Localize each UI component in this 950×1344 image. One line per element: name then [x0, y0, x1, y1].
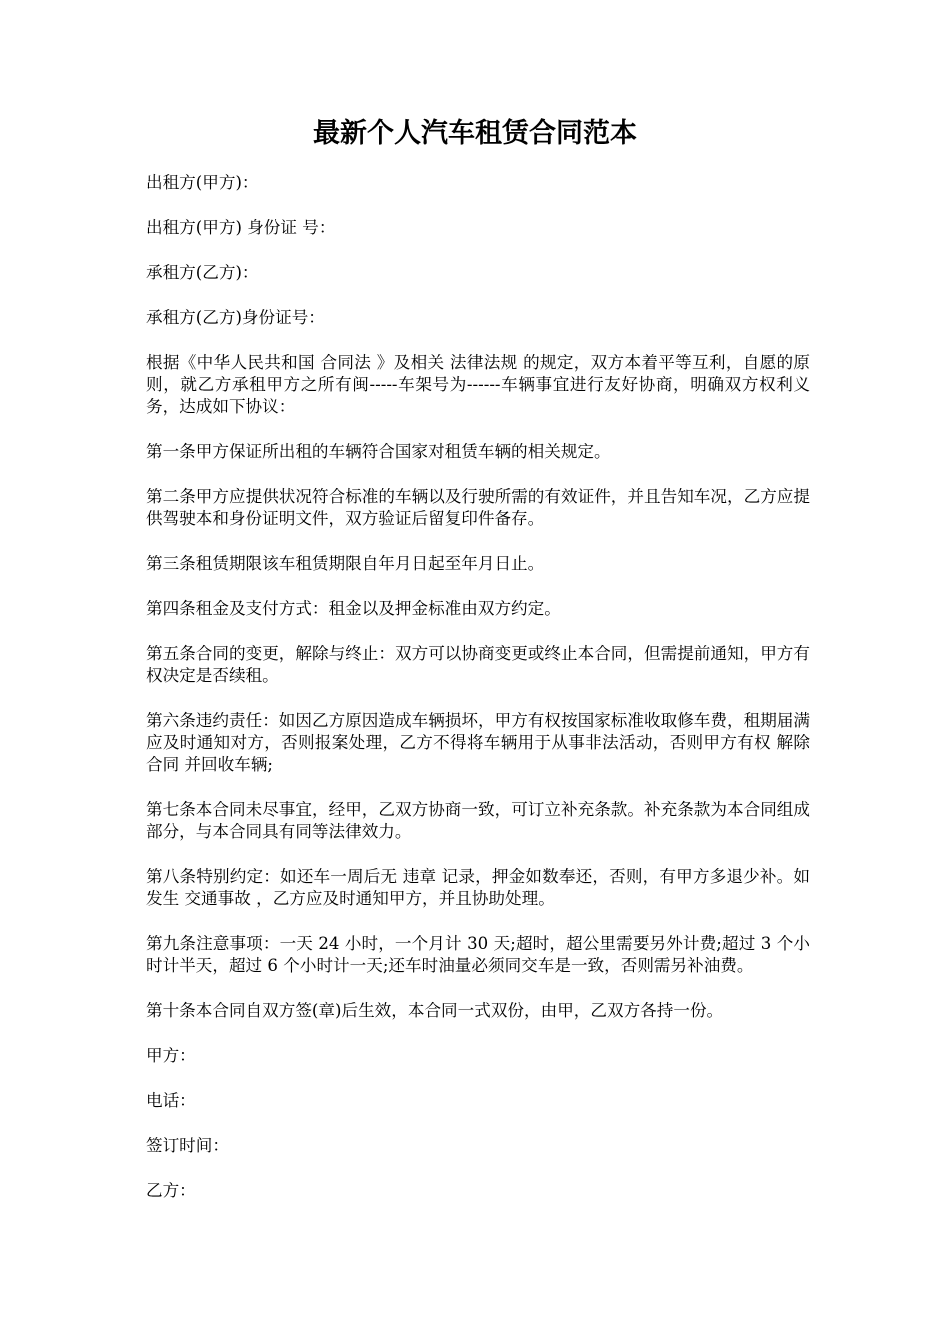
article-10: 第十条本合同自双方签(章)后生效，本合同一式双份，由甲，乙双方各持一份。 — [146, 1001, 724, 1020]
party-a-signature-line: 甲方： — [146, 1046, 196, 1065]
article-8: 第八条特别约定：如还车一周后无 违章 记录，押金如数奉还，否则，有甲方多退少补。如发生 交通事故 ，乙方应及时通知甲方，并且协助处理。 — [146, 867, 810, 908]
document-title: 最新个人汽车租赁合同范本 — [313, 118, 637, 149]
article-9: 第九条注意事项：一天 24 小时，一个月计 30 天;超时，超公里需要另外计费;超过 3 个小时计半天，超过 6 个小时计一天;还车时油量必须同交车是一致，否则需另补油费。 — [146, 934, 810, 975]
preamble-paragraph: 根据《中华人民共和国 合同法 》及相关 法律法规 的规定，双方本着平等互利，自愿的原则，就乙方承租甲方之所有闽-----车架号为------车辆事宜进行友好协商，明确双方权利义务，达成如下协议： — [146, 353, 810, 416]
phone-line: 电话： — [146, 1091, 196, 1110]
article-6: 第六条违约责任：如因乙方原因造成车辆损坏，甲方有权按国家标准收取修车费，租期届满应及时通知对方，否则报案处理，乙方不得将车辆用于从事非法活动，否则甲方有权 解除合同 并回收车辆; — [146, 711, 810, 774]
article-2: 第二条甲方应提供状况符合标准的车辆以及行驶所需的有效证件，并且告知车况，乙方应提供驾驶本和身份证明文件，双方验证后留复印件备存。 — [146, 487, 810, 528]
lessee-name-line: 承租方(乙方)： — [146, 263, 259, 282]
lessor-id-line: 出租方(甲方) 身份证 号： — [146, 218, 336, 237]
party-b-signature-line: 乙方： — [146, 1181, 196, 1200]
lessee-id-line: 承租方(乙方)身份证号： — [146, 308, 325, 327]
article-4: 第四条租金及支付方式：租金以及押金标准由双方约定。 — [146, 599, 561, 618]
article-5: 第五条合同的变更，解除与终止：双方可以协商变更或终止本合同，但需提前通知，甲方有权决定是否续租。 — [146, 644, 810, 685]
article-1: 第一条甲方保证所出租的车辆符合国家对租赁车辆的相关规定。 — [146, 442, 611, 461]
lessor-name-line: 出租方(甲方)： — [146, 173, 259, 192]
article-7: 第七条本合同未尽事宜，经甲，乙双方协商一致，可订立补充条款。补充条款为本合同组成部分，与本合同具有同等法律效力。 — [146, 800, 810, 841]
document-body — [146, 172, 810, 1225]
article-3: 第三条租赁期限该车租赁期限自年月日起至年月日止。 — [146, 554, 545, 573]
signing-date-line: 签订时间： — [146, 1136, 229, 1155]
